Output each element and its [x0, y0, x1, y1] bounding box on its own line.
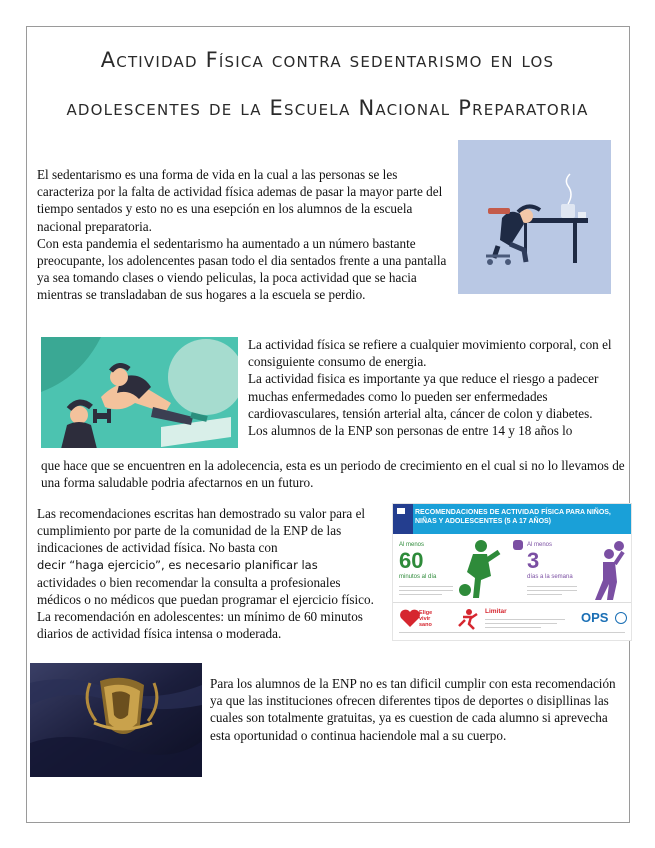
activity-paragraph-2: La actividad fisica es importante ya que reduce el riesgo a padecer muchas enfermedades como lo pueden ser enfermedades cardiovasculares, tensión arterial alta, cáncer de colon y diabetes. [248, 371, 599, 421]
infographic-heading: RECOMENDACIONES DE ACTIVIDAD FÍSICA PARA NIÑOS, NIÑAS Y ADOLESCENTES (5 A 17 AÑOS) [415, 509, 611, 525]
recommendations-before: Las recomendaciones escritas han demostrado su valor para el cumplimiento por parte de la comunidad de la ENP de las indicaciones de actividad física. No basta con [37, 506, 366, 556]
exercise-illustration [41, 337, 238, 448]
page-title-line-1: Actividad Física contra sedentarismo en los [100, 48, 555, 72]
tired-student-illustration [458, 140, 611, 294]
activity-paragraph-3-line: Los alumnos de la ENP son personas de entre 14 y 18 años lo [248, 423, 573, 439]
conclusion-text [210, 675, 620, 744]
minutes-unit: minutos al día [399, 574, 437, 580]
tired-student-icon [458, 140, 611, 294]
calendar-icon [513, 540, 523, 550]
limit-label: Limitar [485, 608, 507, 615]
adolescence-text [41, 457, 626, 491]
limit-description [485, 617, 565, 629]
days-value: 3 [527, 548, 540, 573]
activity-paragraph-1: La actividad física se refiere a cualquier movimiento corporal, con el consiguiente consumo de energia. [248, 337, 612, 370]
recommendations-after: actividades o bien recomendar la consulta a profesionales médicos o no médicos que puedan programar el ejercicio físico. La recomendación en adolescentes: un mínimo de 60 minutos diarios de actividad física intensa o moderada. [37, 574, 374, 642]
runner-red-icon [453, 608, 479, 630]
recommendations-quote: decir “haga ejercicio”, es necesario planificar las [37, 557, 318, 572]
unam-shield-icon [30, 663, 202, 777]
infographic-divider [393, 602, 631, 603]
who-infographic [393, 504, 631, 640]
minutes-small: Al menos [399, 542, 425, 548]
days-description [527, 584, 577, 598]
volleyball-player-icon [589, 540, 629, 602]
who-emblem-icon [615, 612, 627, 624]
heart-icon [399, 608, 421, 628]
days-unit: días a la semana [527, 574, 573, 580]
recommendations-text [37, 505, 384, 643]
adolescence-paragraph: que hace que se encuentren en la adolecencia, esta es un periodo de crecimiento en el cual si no lo llevamos de una forma saludable podria afectarnos en un futuro. [41, 458, 625, 491]
ops-logo: OPS [581, 610, 609, 625]
flag-star-icon [397, 508, 405, 514]
page-title-line-2: adolescentes de la Escuela Nacional Preparatoria [66, 96, 589, 120]
intro-paragraph-1: El sedentarismo es una forma de vida en la cual a las personas se les caracteriza por la falta de actividad física ademas de pasar la mayor parte del tiempo sentados y esto no es una esepción en los alumnos de la escuela nacional preparatoria. [37, 167, 443, 234]
unam-shield-image [30, 663, 202, 777]
infographic-footer-line [399, 632, 625, 633]
minutes-value: 60 [399, 548, 424, 573]
soccer-player-icon [455, 538, 503, 600]
minutes-description [399, 584, 453, 598]
exercise-icon [41, 337, 238, 448]
intro-text [37, 166, 457, 304]
intro-paragraph-2: Con esta pandemia el sedentarismo ha aumentado a un número bastante preocupante, los adolencentes pasan todo el dia sentados frente a una pantalla ya sea tomando clases o viendo peliculas, la poca actividad que se hacia mientras se transladaban de sus hogares a la escuela se perdio. [37, 235, 447, 303]
activity-text-right [248, 336, 618, 439]
days-small: Al menos [527, 542, 553, 548]
elige-vivir-sano-logo: Elige vivir sano [419, 610, 433, 628]
conclusion-paragraph: Para los alumnos de la ENP no es tan dificil cumplir con esta recomendación ya que las instituciones ofrecen diferentes tipos de deportes o disipllinas las cuales son totalmente gratuitas, ya es cuestion de cada alumno si aprevecha esta oportunidad o continua haciendole mal a su cuerpo. [210, 676, 616, 743]
